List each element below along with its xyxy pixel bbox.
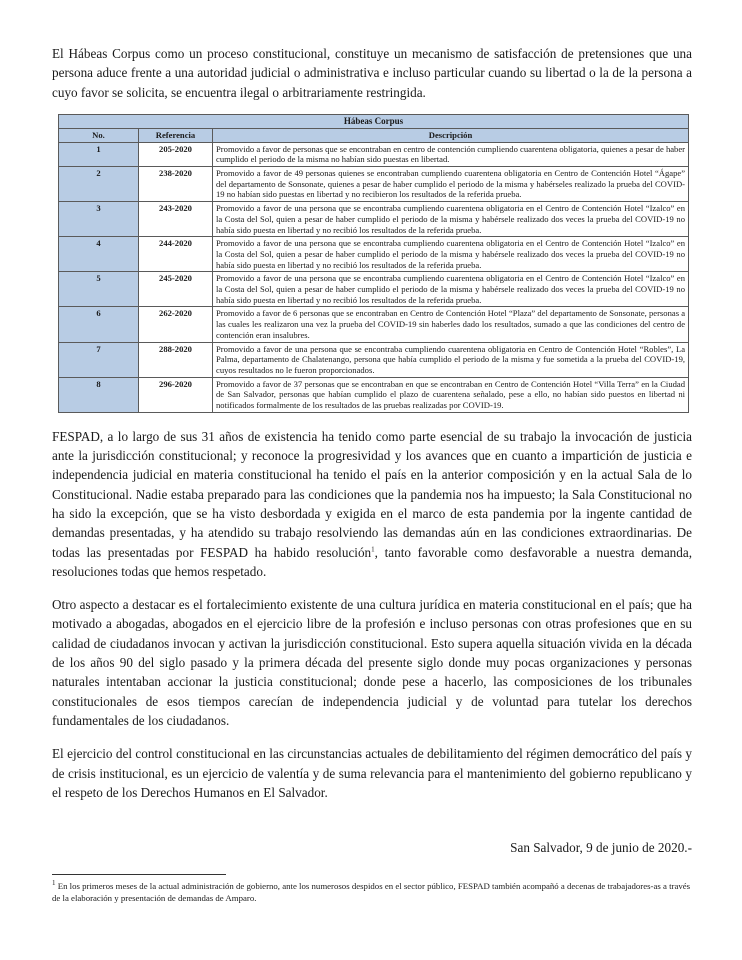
footnote-reference[interactable]: 1	[371, 545, 375, 554]
paragraph-fespad	[52, 427, 692, 581]
row-reference: 262-2020	[139, 307, 213, 342]
table-row	[59, 142, 689, 166]
table-title: Hábeas Corpus	[59, 114, 689, 128]
footnote-text: En los primeros meses de la actual administración de gobierno, ante los numerosos despidos en el sector público, FESPAD también acompañó a decenas de trabajadores-as a través de la elaboración y presentación de demandas de Amparo.	[52, 881, 691, 903]
footnote-mark: 1	[52, 879, 56, 888]
paragraph-fespad-text-a: FESPAD, a lo largo de sus 31 años de existencia ha tenido como parte esencial de su trabajo la invocación de justicia ante la jurisdicción constitucional; y reconoce la progresividad y los avances que en cuanto a impartición de justicia e independencia judicial en materia constitucional ha tenido el país en la anterior composición y en la actual Sala de lo Constitucional. Nadie estaba preparado para las condiciones que la pandemia nos ha impuesto; la Sala Constitucional no ha sido la excepción, que se ha visto desbordada y exigida en el marco de esta pandemia por la ingente cantidad de demandas presentadas, y ha atendido su trabajo resolviendo las demandas aún en las condiciones extraordinarias. De todas las presentadas por FESPAD ha habido resolución	[52, 428, 692, 560]
row-number: 8	[59, 377, 139, 412]
intro-paragraph: El Hábeas Corpus como un proceso constitucional, constituye un mecanismo de satisfacción de pretensiones que una persona aduce frente a una autoridad judicial o administrativa e incluso particular cuando su libertad o la de la persona a cuyo favor se solicita, se encuentra ilegal o arbitrariamente restringida.	[52, 46, 692, 100]
row-reference: 245-2020	[139, 272, 213, 307]
row-description: Promovido a favor de personas que se encontraban en centro de contención cumpliendo cuarentena obligatoria, quienes a pesar de haber cumplido el periodo de la misma no habían sido puestas en libertad.	[213, 142, 689, 166]
paragraph-fespad-text-b: , tanto favorable como desfavorable a nuestra demanda, resoluciones todas que hemos respetado.	[52, 544, 693, 579]
row-description: Promovido a favor de una persona que se encontraba cumpliendo cuarentena obligatoria en el Centro de Contención Hotel “Izalco” en la Costa del Sol, quien a pesar de haber cumplido el periodo de la misma y habérsele realizado dos veces la prueba del COVID-19 no había sido puesta en libertad y no recibió los resultados de la referida prueba.	[213, 237, 689, 272]
document-page	[52, 44, 692, 856]
habeas-corpus-table	[58, 114, 689, 413]
paragraph-legal-culture: Otro aspecto a destacar es el fortalecimiento existente de una cultura jurídica en materia constitucional en el país; que ha motivado a abogadas, abogados en el ejercicio libre de la profesión e incluso personas con otras profesiones que en su calidad de ciudadanos invocan y activan la jurisdicción constitucional. Esto supera aquella situación vivida en la década de los años 90 del siglo pasado y la primera década del presente siglo donde muy pocas organizaciones y personas naturales intentaban accionar la justicia constitucional; donde pese a hacerlo, las composiciones de los tribunales constitucionales de esos tiempos carecían de independencia judicial y de voluntad para tutelar los derechos fundamentales de los ciudadanos.	[52, 597, 692, 728]
table-row	[59, 377, 689, 412]
table-row	[59, 237, 689, 272]
row-reference: 244-2020	[139, 237, 213, 272]
row-description: Promovido a favor de una persona que se encontraba cumpliendo cuarentena obligatoria en el Centro de Contención Hotel “Izalco” en la Costa del Sol, quien a pesar de haber cumplido el periodo de la misma y habérsele realizado dos veces la prueba del COVID-19 no había sido puesta en libertad y no recibió los resultados de la referida prueba.	[213, 272, 689, 307]
row-reference: 243-2020	[139, 202, 213, 237]
row-reference: 288-2020	[139, 342, 213, 377]
table-row	[59, 202, 689, 237]
table-row	[59, 342, 689, 377]
row-number: 4	[59, 237, 139, 272]
footnote-divider	[52, 874, 226, 875]
row-number: 2	[59, 167, 139, 202]
row-reference: 296-2020	[139, 377, 213, 412]
row-reference: 238-2020	[139, 167, 213, 202]
row-description: Promovido a favor de una persona que se encontraba cumpliendo cuarentena obligatoria en el Centro de Contención Hotel “Izalco” en la Costa del Sol, quien a pesar de haber cumplido el periodo de la misma y habérsele realizado dos veces la prueba del COVID-19 no había sido puesta en libertad y no recibió los resultados de la referida prueba.	[213, 202, 689, 237]
row-number: 7	[59, 342, 139, 377]
paragraph-constitutional-control: El ejercicio del control constitucional en las circunstancias actuales de debilitamiento del régimen democrático del país y de crisis institucional, es un ejercicio de valentía y de suma relevancia para el mantenimiento del gobierno republicano y el respeto de los Derechos Humanos en El Salvador.	[52, 746, 692, 800]
row-number: 5	[59, 272, 139, 307]
row-description: Promovido a favor de una persona que se encontraba cumpliendo cuarentena obligatoria en Centro de Contención Hotel “Robles”, La Palma, departamento de Chalatenango, persona que había cumplido el periodo de la misma y fue sometida a la prueba del COVID-19, cuyos resultados no le fueron proporcionados.	[213, 342, 689, 377]
table-row	[59, 272, 689, 307]
row-description: Promovido a favor de 37 personas que se encontraban en que se encontraban en Centro de Contención Hotel “Villa Terra” en la Ciudad de San Salvador, personas que habían cumplido el plazo de cuarentena señalado, pese a ello, no habían sido puestos en libertad ni notificados formalmente de los resultados de las pruebas realizadas por COVID-19.	[213, 377, 689, 412]
row-number: 1	[59, 142, 139, 166]
row-description: Promovido a favor de 6 personas que se encontraban en Centro de Contención Hotel “Plaza” del departamento de Sonsonate, personas a las cuales les realizaron una vez la prueba del COVID-19 sin haberles dado los resultados, sumado a que las condiciones del centro de contención eran insalubres.	[213, 307, 689, 342]
table-row	[59, 167, 689, 202]
header-descripcion: Descripción	[213, 128, 689, 142]
signature-date: San Salvador, 9 de junio de 2020.-	[510, 840, 692, 856]
header-no: No.	[59, 128, 139, 142]
footnote	[52, 881, 692, 904]
row-number: 3	[59, 202, 139, 237]
row-reference: 205-2020	[139, 142, 213, 166]
table-row	[59, 307, 689, 342]
row-number: 6	[59, 307, 139, 342]
header-referencia: Referencia	[139, 128, 213, 142]
row-description: Promovido a favor de 49 personas quienes se encontraban cumpliendo cuarentena obligatoria en Centro de Contención Hotel “Ágape” del departamento de Sonsonate, quienes a pesar de haber cumplido el periodo de la misma y habérseles realizado la prueba del COVID-19 no habían sido puestas en libertad y no recibieron los resultados de la referida prueba.	[213, 167, 689, 202]
